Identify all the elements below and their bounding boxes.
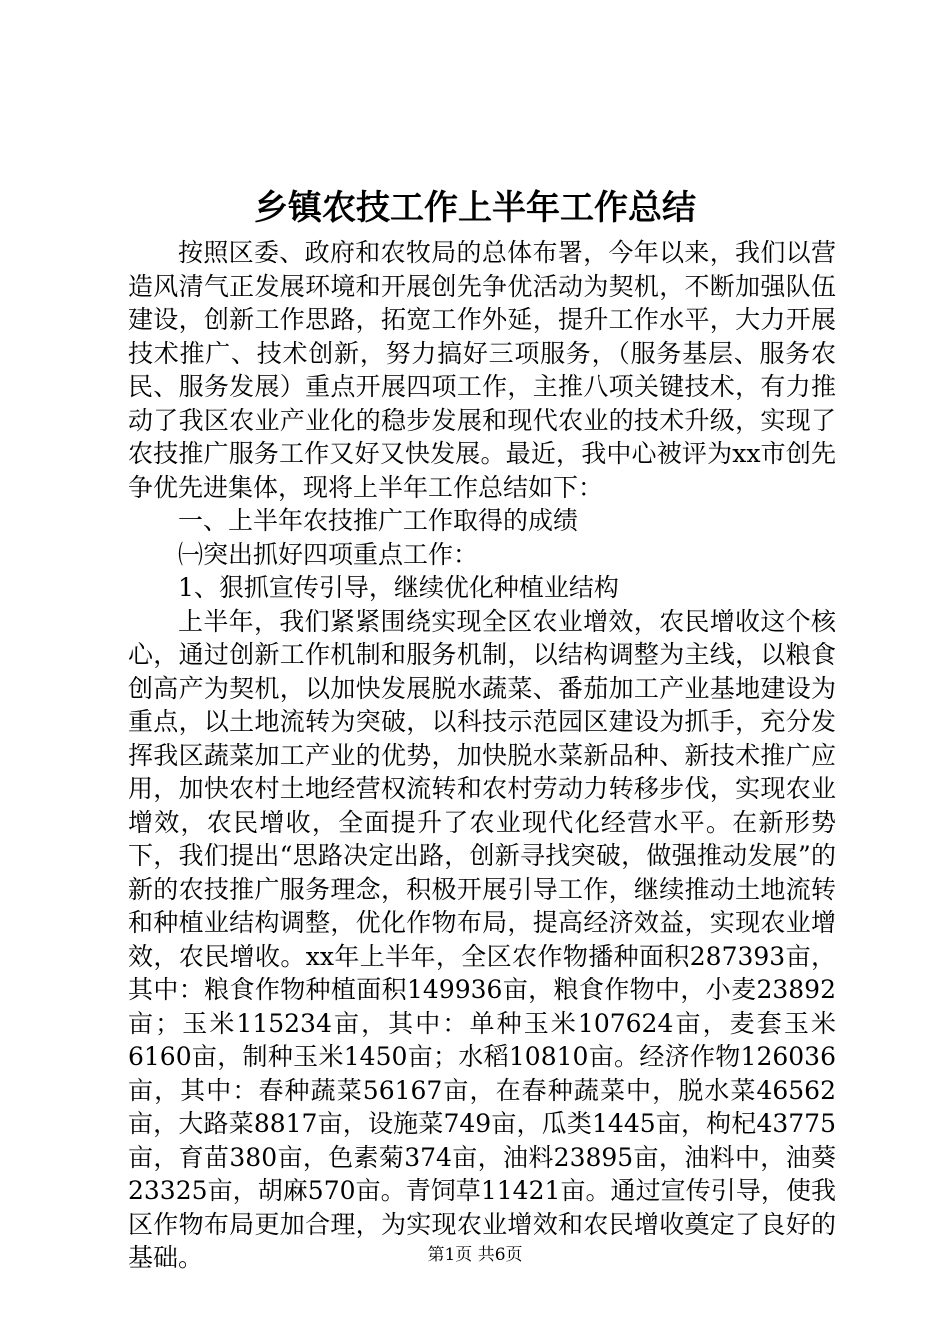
subsection-heading: ㈠突出抓好四项重点工作：: [178, 539, 479, 569]
intro-paragraph: 按照区委、政府和农牧局的总体布署，今年以来，我们以营造风清气正发展环境和开展创先争优活动为契机，不断加强队伍建设，创新工作思路，拓宽工作外延，提升工作水平，大力开展技术推广、技术创新，努力搞好三项服务，（服务基层、服务农民、服务发展）重点开展四项工作，主推八项关键技术，有力推动了我区农业产业化的稳步发展和现代农业的技术升级，实现了农技推广服务工作又好又快发展。最近，我中心被评为xx市创先争优先进集体，现将上半年工作总结如下：: [128, 238, 836, 502]
document-body: [128, 236, 836, 1275]
page-footer: 第1页 共6页: [427, 1245, 523, 1265]
body-paragraph: 上半年，我们紧紧围绕实现全区农业增效，农民增收这个核心，通过创新工作机制和服务机制，以结构调整为主线，以粮食创高产为契机，以加快发展脱水蔬菜、番茄加工产业基地建设为重点，以土地流转为突破，以科技示范园区建设为抓手，充分发挥我区蔬菜加工产业的优势，加快脱水菜新品种、新技术推广应用，加快农村土地经营权流转和农村劳动力转移步伐，实现农业增效，农民增收，全面提升了农业现代化经营水平。在新形势下，我们提出“思路决定出路，创新寻找突破，做强推动发展”的新的农技推广服务理念，积极开展引导工作，继续推动土地流转和种植业结构调整，优化作物布局，提高经济效益，实现农业增效，农民增收。xx年上半年，全区农作物播种面积287393亩，其中：粮食作物种植面积149936亩，粮食作物中，小麦23892亩；玉米115234亩，其中：单种玉米107624亩，麦套玉米6160亩，制种玉米1450亩；水稻10810亩。经济作物126036亩，其中：春种蔬菜56167亩，在春种蔬菜中，脱水菜46562亩，大路菜8817亩，设施菜749亩，瓜类1445亩，枸杞43775亩，育苗380亩，色素菊374亩，油料23895亩，油料中，油葵23325亩，胡麻570亩。青饲草11421亩。通过宣传引导，使我区作物布局更加合理，为实现农业增效和农民增收奠定了良好的基础。: [128, 606, 836, 1272]
section-heading: 一、上半年农技推广工作取得的成绩: [178, 506, 579, 535]
item-heading: 1、狠抓宣传引导，继续优化种植业结构: [178, 573, 619, 602]
document-title: 乡镇农技工作上半年工作总结: [254, 188, 696, 228]
